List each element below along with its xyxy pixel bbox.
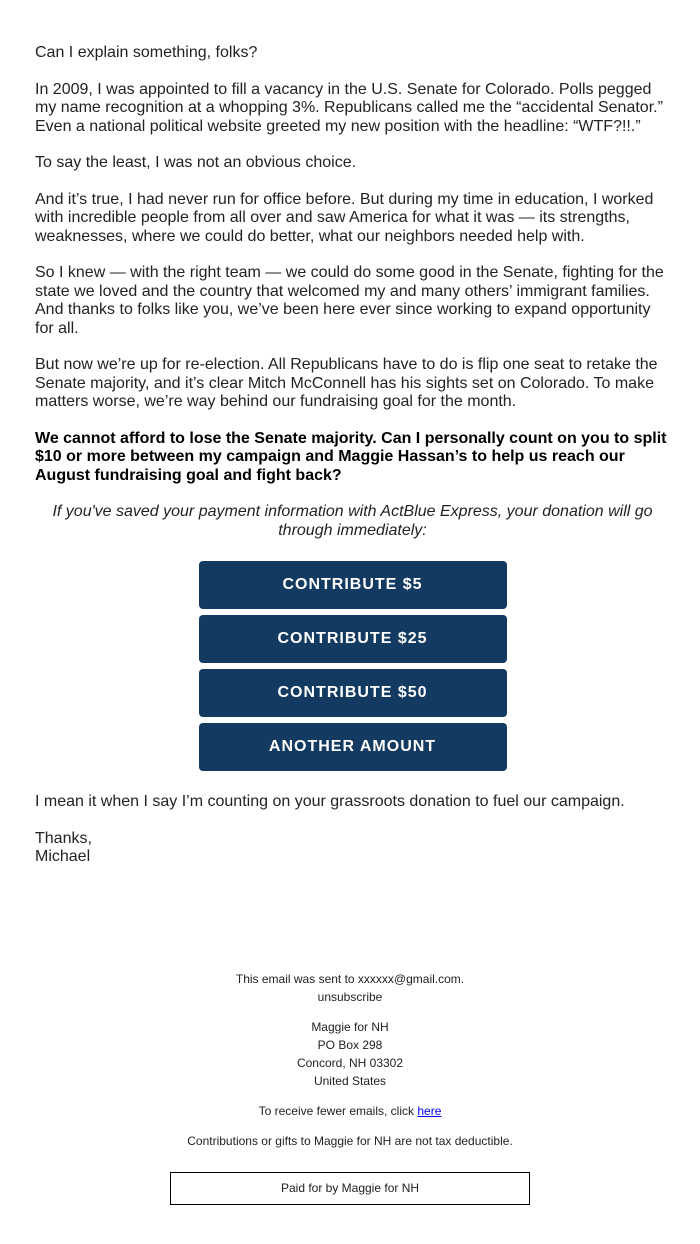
actblue-express-note: If you've saved your payment information with ActBlue Express, your donation will go through immediately: <box>52 503 653 539</box>
signature: Michael <box>35 848 91 865</box>
paragraph-team: So I knew — with the right team — we could do some good in the Senate, fighting for the state we loved and the country that welcomed my and many others’ immigrant families. And thanks to folks like you, we’ve been here ever since working to expand opportunity for all. <box>35 264 664 337</box>
donation-buttons <box>199 561 507 771</box>
signoff <box>35 830 670 867</box>
email-footer <box>0 970 700 1205</box>
mailing-address <box>0 1018 700 1090</box>
contribute-5-button[interactable]: CONTRIBUTE $5 <box>199 561 507 609</box>
email-body <box>35 44 670 867</box>
sent-to-block <box>0 970 700 1006</box>
contribute-25-button[interactable]: CONTRIBUTE $25 <box>199 615 507 663</box>
address-country: United States <box>313 1074 387 1088</box>
unsubscribe-link[interactable]: unsubscribe <box>317 990 383 1004</box>
paragraph-intro: Can I explain something, folks? <box>35 44 258 61</box>
paid-for-disclaimer: Paid for by Maggie for NH <box>170 1172 530 1205</box>
address-org: Maggie for NH <box>311 1020 389 1034</box>
contribute-50-button[interactable]: CONTRIBUTE $50 <box>199 669 507 717</box>
paragraph-closing: I mean it when I say I’m counting on your grassroots donation to fuel our campaign. <box>35 793 625 810</box>
paragraph-not-obvious: To say the least, I was not an obvious choice. <box>35 154 357 171</box>
sent-to-text: This email was sent to xxxxxx@gmail.com. <box>235 972 465 986</box>
fewer-emails-line <box>0 1102 700 1120</box>
tax-note: Contributions or gifts to Maggie for NH are not tax deductible. <box>187 1134 513 1148</box>
thanks-text: Thanks, <box>35 829 92 847</box>
another-amount-button[interactable]: ANOTHER AMOUNT <box>199 723 507 771</box>
paragraph-education: And it’s true, I had never run for office before. But during my time in education, I worked with incredible people from all over and saw America for what it was — its strengths, weaknesses, where we could do better, what our neighbors needed help with. <box>35 190 654 245</box>
address-po-box: PO Box 298 <box>317 1038 383 1052</box>
fewer-emails-link[interactable]: here <box>417 1104 442 1118</box>
donation-ask: We cannot afford to lose the Senate majority. Can I personally count on you to split $10 or more between my campaign and Maggie Hassan’s to help us reach our August fundraising goal and fight back? <box>35 429 667 484</box>
fewer-emails-text: To receive fewer emails, click <box>258 1104 418 1118</box>
paragraph-reelection: But now we’re up for re-election. All Republicans have to do is flip one seat to retake the Senate majority, and it’s clear Mitch McConnell has his sights set on Colorado. To make matters worse, we’re way behind our fundraising goal for the month. <box>35 356 658 410</box>
paragraph-appointment: In 2009, I was appointed to fill a vacancy in the U.S. Senate for Colorado. Polls pegged my name recognition at a whopping 3%. Republicans called me the “accidental Senator.” Even a national political website greeted my new position with the headline: “WTF?!!.” <box>35 80 663 135</box>
address-city: Concord, NH 03302 <box>296 1056 404 1070</box>
